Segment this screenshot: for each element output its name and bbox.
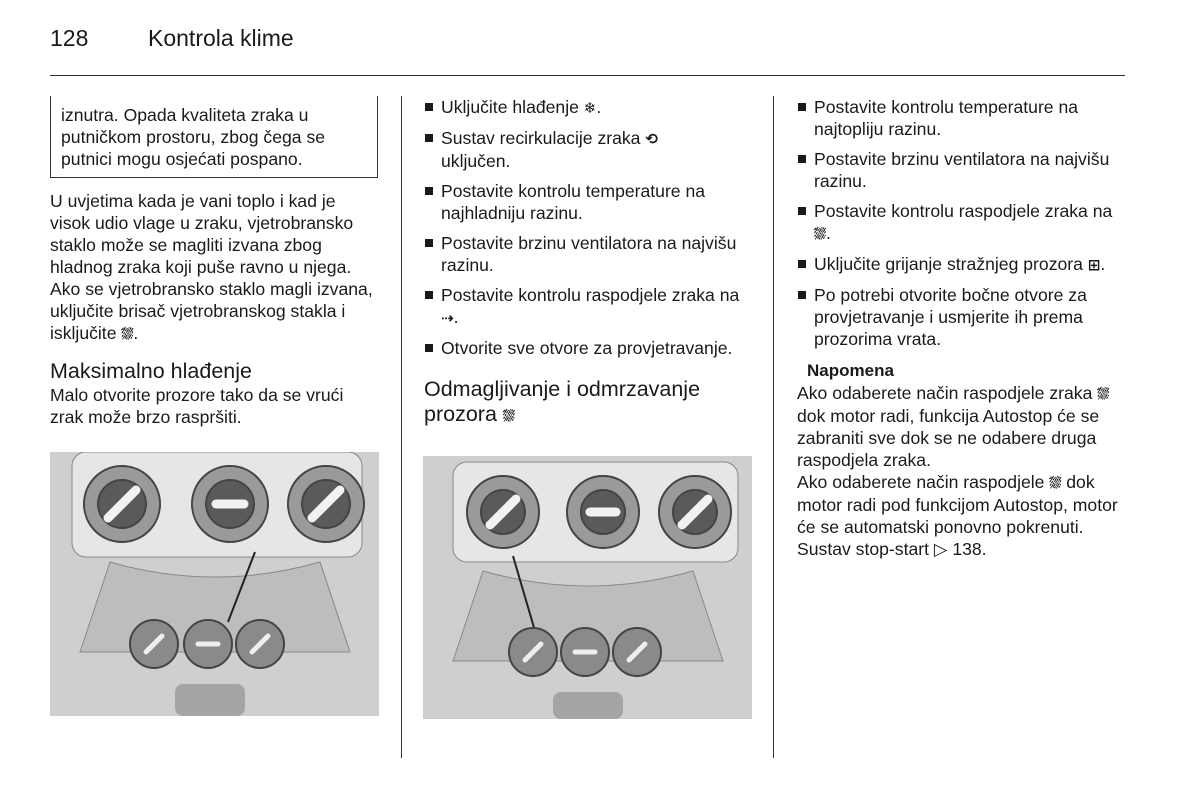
column-divider xyxy=(401,96,402,758)
cooling-steps-list xyxy=(424,96,754,359)
page-number: 128 xyxy=(50,25,89,51)
recirculation-icon: ⟲ xyxy=(645,130,658,148)
cross-reference-link[interactable]: Sustav stop-start ▷ 138. xyxy=(797,539,987,559)
section-heading: Maksimalno hlađenje xyxy=(50,359,252,383)
list-item: Sustav recirkulacije zraka ⟲ uključen. xyxy=(424,127,754,172)
defrost-steps-list xyxy=(797,96,1127,350)
note-box-text: iznutra. Opada kvaliteta zraka u putničkom prostoru, zbog čega se putnici mogu osjećati pospano. xyxy=(61,105,326,169)
note-paragraph: Ako odaberete način raspodjele ⛆ dok motor radi pod funkcijom Autostop, motor će se automatski ponovno pokrenuti. xyxy=(797,472,1118,537)
section-heading: Odmagljivanje i odmrzavanje prozora ⛆ xyxy=(424,377,701,426)
note-title: Napomena xyxy=(807,361,894,380)
list-item: Postavite kontrolu raspodjele zraka na ⛆. xyxy=(797,200,1127,245)
column-divider xyxy=(773,96,774,758)
list-item: Uključite hlađenje ❄. xyxy=(424,96,754,119)
column-2 xyxy=(424,96,754,429)
windscreen-footwell-icon: ⛆ xyxy=(814,225,827,243)
windscreen-footwell-icon: ⛆ xyxy=(121,325,134,343)
climate-control-illustration xyxy=(50,452,379,716)
list-item: Po potrebi otvorite bočne otvore za provjetravanje i usmjerite ih prema prozorima vrata. xyxy=(797,284,1127,350)
arrow-right-icon: ▷ xyxy=(933,539,948,559)
page-title: Kontrola klime xyxy=(148,25,294,51)
list-item: Postavite kontrolu raspodjele zraka na ⇢. xyxy=(424,284,754,329)
windscreen-footwell-icon: ⛆ xyxy=(502,407,515,425)
body-paragraph: Malo otvorite prozore tako da se vrući zrak može brzo raspršiti. xyxy=(50,385,344,427)
list-item: Postavite brzinu ventilatora na najvišu razinu. xyxy=(424,232,754,276)
face-vent-icon: ⇢ xyxy=(441,309,454,327)
windscreen-footwell-icon: ⛆ xyxy=(1097,385,1110,403)
continued-note-box xyxy=(50,96,378,178)
list-item: Postavite brzinu ventilatora na najvišu razinu. xyxy=(797,148,1127,192)
column-1 xyxy=(50,96,380,428)
column-3 xyxy=(797,96,1127,560)
climate-control-illustration xyxy=(423,456,752,719)
list-item: Postavite kontrolu temperature na najhladniju razinu. xyxy=(424,180,754,224)
ac-snowflake-icon: ❄ xyxy=(583,99,597,117)
list-item: Otvorite sve otvore za provjetravanje. xyxy=(424,337,754,359)
windscreen-footwell-icon: ⛆ xyxy=(1049,474,1062,492)
body-paragraph: U uvjetima kada je vani toplo i kad je visok udio vlage u zraku, vjetrobransko staklo može se magliti izvana zbog hladnog zraka koji puše ravno u njega. Ako se vjetrobransko staklo magli izvana, uključite brisač vjetrobranskog stakla i isključite ⛆. xyxy=(50,191,373,343)
note-paragraph: Ako odaberete način raspodjele zraka ⛆ dok motor radi, funkcija Autostop će se zabraniti sve dok se ne odabere druga raspodjela zraka. xyxy=(797,383,1110,470)
header-rule xyxy=(50,75,1125,76)
rear-window-heater-icon: ⊞ xyxy=(1087,256,1101,274)
list-item: Uključite grijanje stražnjeg prozora ⊞. xyxy=(797,253,1127,276)
list-item: Postavite kontrolu temperature na najtopliju razinu. xyxy=(797,96,1127,140)
